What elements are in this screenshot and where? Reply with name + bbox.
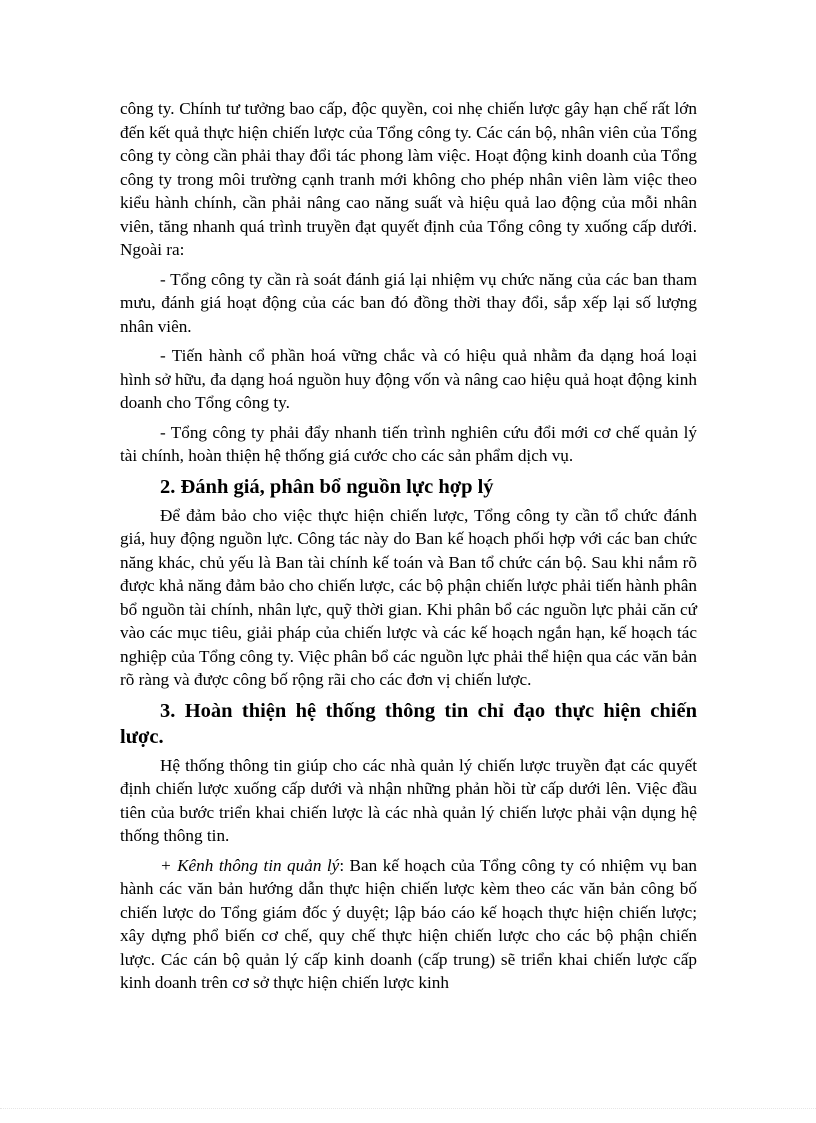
paragraph: Để đảm bảo cho việc thực hiện chiến lược, Tổng công ty cần tổ chức đánh giá, huy động nguồn lực. Công tác này do Ban kế hoạch phối hợp với các ban chức năng khác, chủ yếu là Ban tài chính kế toán và Ban tổ chức cán bộ. Sau khi nắm rõ được khả năng đảm bảo cho chiến lược, các bộ phận chiến lược phải tiến hành phân bổ nguồn tài chính, nhân lực, quỹ thời gian. Khi phân bổ các nguồn lực phải căn cứ vào các mục tiêu, giải pháp của chiến lược và các kế hoạch ngắn hạn, kế hoạch tác nghiệp của Tổng công ty. Việc phân bổ các nguồn lực phải thể hiện qua các văn bản rõ ràng và được công bố rộng rãi cho các đơn vị chiến lược.	[120, 505, 697, 689]
bullet-paragraph: - Tiến hành cổ phần hoá vững chắc và có hiệu quả nhằm đa dạng hoá loại hình sở hữu, đa dạng hoá nguồn huy động vốn và nâng cao hiệu quả hoạt động kinh doanh cho Tổng công ty.	[120, 346, 697, 412]
section-heading: 2. Đánh giá, phân bổ nguồn lực hợp lý	[160, 475, 494, 498]
section-heading: 3. Hoàn thiện hệ thống thông tin chỉ đạo thực hiện chiến lược.	[120, 699, 697, 748]
paragraph: công ty. Chính tư tưởng bao cấp, độc quyền, coi nhẹ chiến lược gây hạn chế rất lớn đến kết quả thực hiện chiến lược của Tổng công ty. Các cán bộ, nhân viên của Tổng công ty còng cần phải thay đổi tác phong làm việc. Hoạt động kinh doanh của Tổng công ty trong môi trường cạnh tranh mới không cho phép nhân viên làm việc theo kiểu hành chính, cần phải nâng cao năng suất và hiệu quả lao động của mỗi nhân viên, tăng nhanh quá trình truyền đạt quyết định của Tổng công ty xuống cấp dưới. Ngoài ra:	[120, 99, 697, 259]
italic-term: + Kênh thông tin quản lý	[160, 855, 340, 875]
paragraph	[120, 854, 697, 995]
bullet-paragraph: - Tổng công ty cần rà soát đánh giá lại nhiệm vụ chức năng của các ban tham mưu, đánh giá hoạt động của các ban đó đồng thời thay đổi, sắp xếp lại số lượng nhân viên.	[120, 269, 697, 336]
paragraph-text: : Ban kế hoạch của Tổng công ty có nhiệm vụ ban hành các văn bản hướng dẫn thực hiện chiến lược kèm theo các văn bản công bố chiến lược do Tổng giám đốc ý duyệt; lập báo cáo kế hoạch thực hiện chiến lược; xây dựng phổ biến cơ chế, quy chế thực hiện chiến lược cho các bộ phận chiến lược. Các cán bộ quản lý cấp kinh doanh (cấp trung) sẽ triển khai chiến lược cấp kinh doanh trên cơ sở thực hiện chiến lược kinh	[120, 855, 697, 992]
document-body	[120, 97, 697, 1001]
page-bottom-rule	[0, 1108, 816, 1109]
bullet-paragraph: - Tổng công ty phải đẩy nhanh tiến trình nghiên cứu đổi mới cơ chế quản lý tài chính, hoàn thiện hệ thống giá cước cho các sản phẩm dịch vụ.	[120, 422, 697, 465]
paragraph: Hệ thống thông tin giúp cho các nhà quản lý chiến lược truyền đạt các quyết định chiến lược xuống cấp dưới và nhận những phản hồi từ cấp dưới lên. Việc đầu tiên của bước triển khai chiến lược là các nhà quản lý chiến lược phải vận dụng hệ thống thông tin.	[120, 755, 697, 845]
